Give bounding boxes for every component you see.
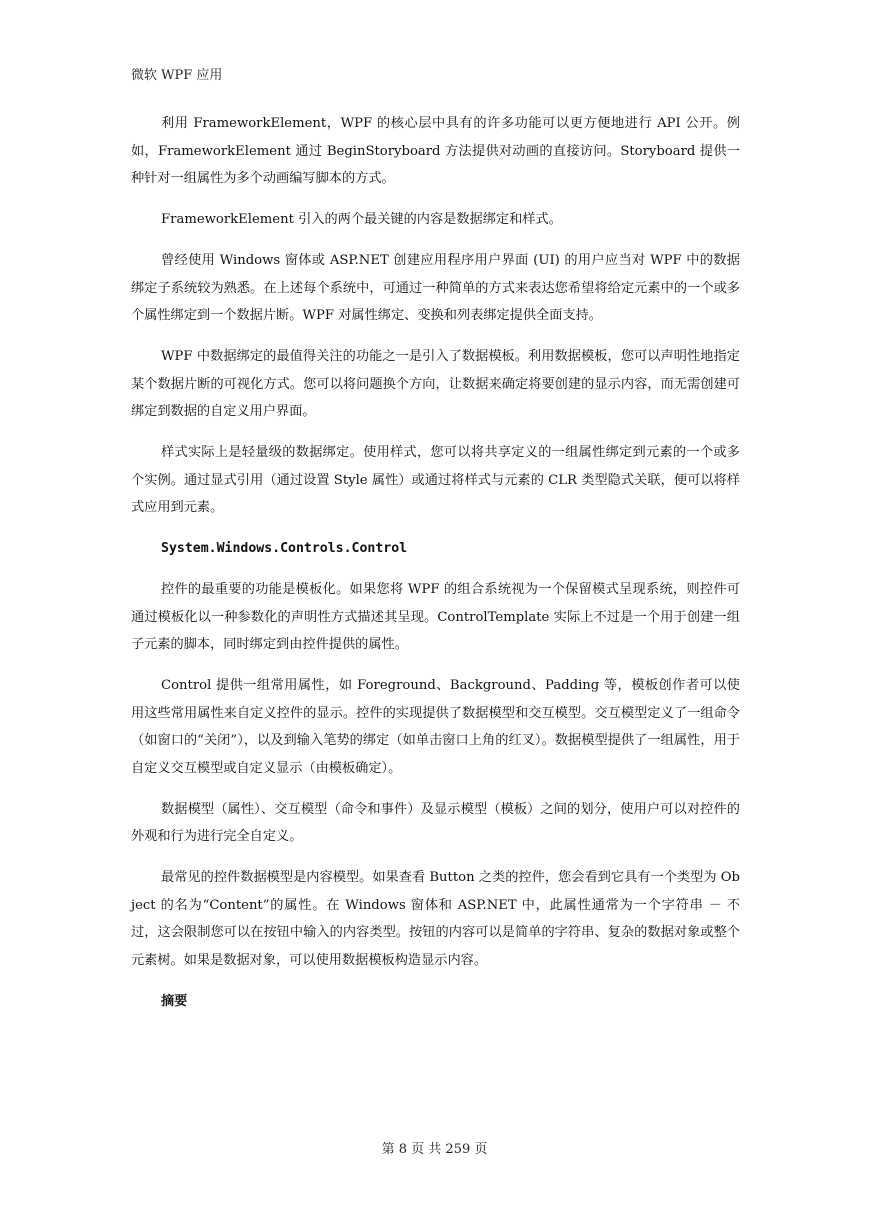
paragraph-styles: 样式实际上是轻量级的数据绑定。使用样式，您可以将共享定义的一组属性绑定到元素的一个或多个实例。通过显式引用（通过设置 Style 属性）或通过将样式与元素的 CLR 类型隐式关联，便可以将样式应用到元素。 [131, 445, 740, 515]
paragraph-control-properties: Control 提供一组常用属性，如 Foreground、Background、Padding 等，模板创作者可以使用这些常用属性来自定义控件的显示。控件的实现提供了数据模型和交互模型。交互模型定义了一组命令（如窗口的“关闭”），以及到输入笔势的绑定（如单击窗口上角的红叉）。数据模型提供了一组属性，用于自定义交互模型或自定义显示（由模板确定）。 [131, 678, 740, 776]
paragraph-frameworkelement-api: 利用 FrameworkElement，WPF 的核心层中具有的许多功能可以更方便地进行 API 公开。例如，FrameworkElement 通过 BeginStoryboard 方法提供对动画的直接访问。Storyboard 提供一种针对一组属性为多个动画编写脚本的方式。 [131, 116, 740, 186]
paragraph-data-templates: WPF 中数据绑定的最值得关注的功能之一是引入了数据模板。利用数据模板，您可以声明性地指定某个数据片断的可视化方式。您可以将问题换个方向，让数据来确定将要创建的显示内容，而无需创建可绑定到数据的自定义用户界面。 [131, 349, 740, 419]
paragraph-data-binding: 曾经使用 Windows 窗体或 ASP.NET 创建应用程序用户界面 (UI) 的用户应当对 WPF 中的数据绑定子系统较为熟悉。在上述每个系统中，可通过一种简单的方式来表达您希望将给定元素中的一个或多个属性绑定到一个数据片断。WPF 对属性绑定、变换和列表绑定提供全面支持。 [131, 253, 740, 323]
body-text [131, 110, 740, 1029]
page-header: 微软 WPF 应用 [131, 68, 223, 83]
paragraph-templating: 控件的最重要的功能是模板化。如果您将 WPF 的组合系统视为一个保留模式呈现系统，则控件可通过模板化以一种参数化的声明性方式描述其呈现。ControlTemplate 实际上不过是一个用于创建一组子元素的脚本，同时绑定到由控件提供的属性。 [131, 582, 740, 652]
paragraph-key-features: FrameworkElement 引入的两个最关键的内容是数据绑定和样式。 [161, 212, 562, 227]
paragraph-content-model: 最常见的控件数据模型是内容模型。如果查看 Button 之类的控件，您会看到它具有一个类型为 Object 的名为“Content”的属性。在 Windows 窗体和 ASP.NET 中，此属性通常为一个字符串 － 不过，这会限制您可以在按钮中输入的内容类型。按钮的内容可以是简单的字符串、复杂的数据对象或整个元素树。如果是数据对象，可以使用数据模板构造显示内容。 [131, 870, 740, 968]
page-footer: 第 8 页 共 259 页 [381, 1142, 488, 1157]
section-heading-summary: 摘要 [161, 993, 188, 1009]
paragraph-model-separation: 数据模型（属性）、交互模型（命令和事件）及显示模型（模板）之间的划分，使用户可以对控件的外观和行为进行完全自定义。 [131, 801, 740, 844]
section-heading-control: System.Windows.Controls.Control [161, 541, 408, 556]
